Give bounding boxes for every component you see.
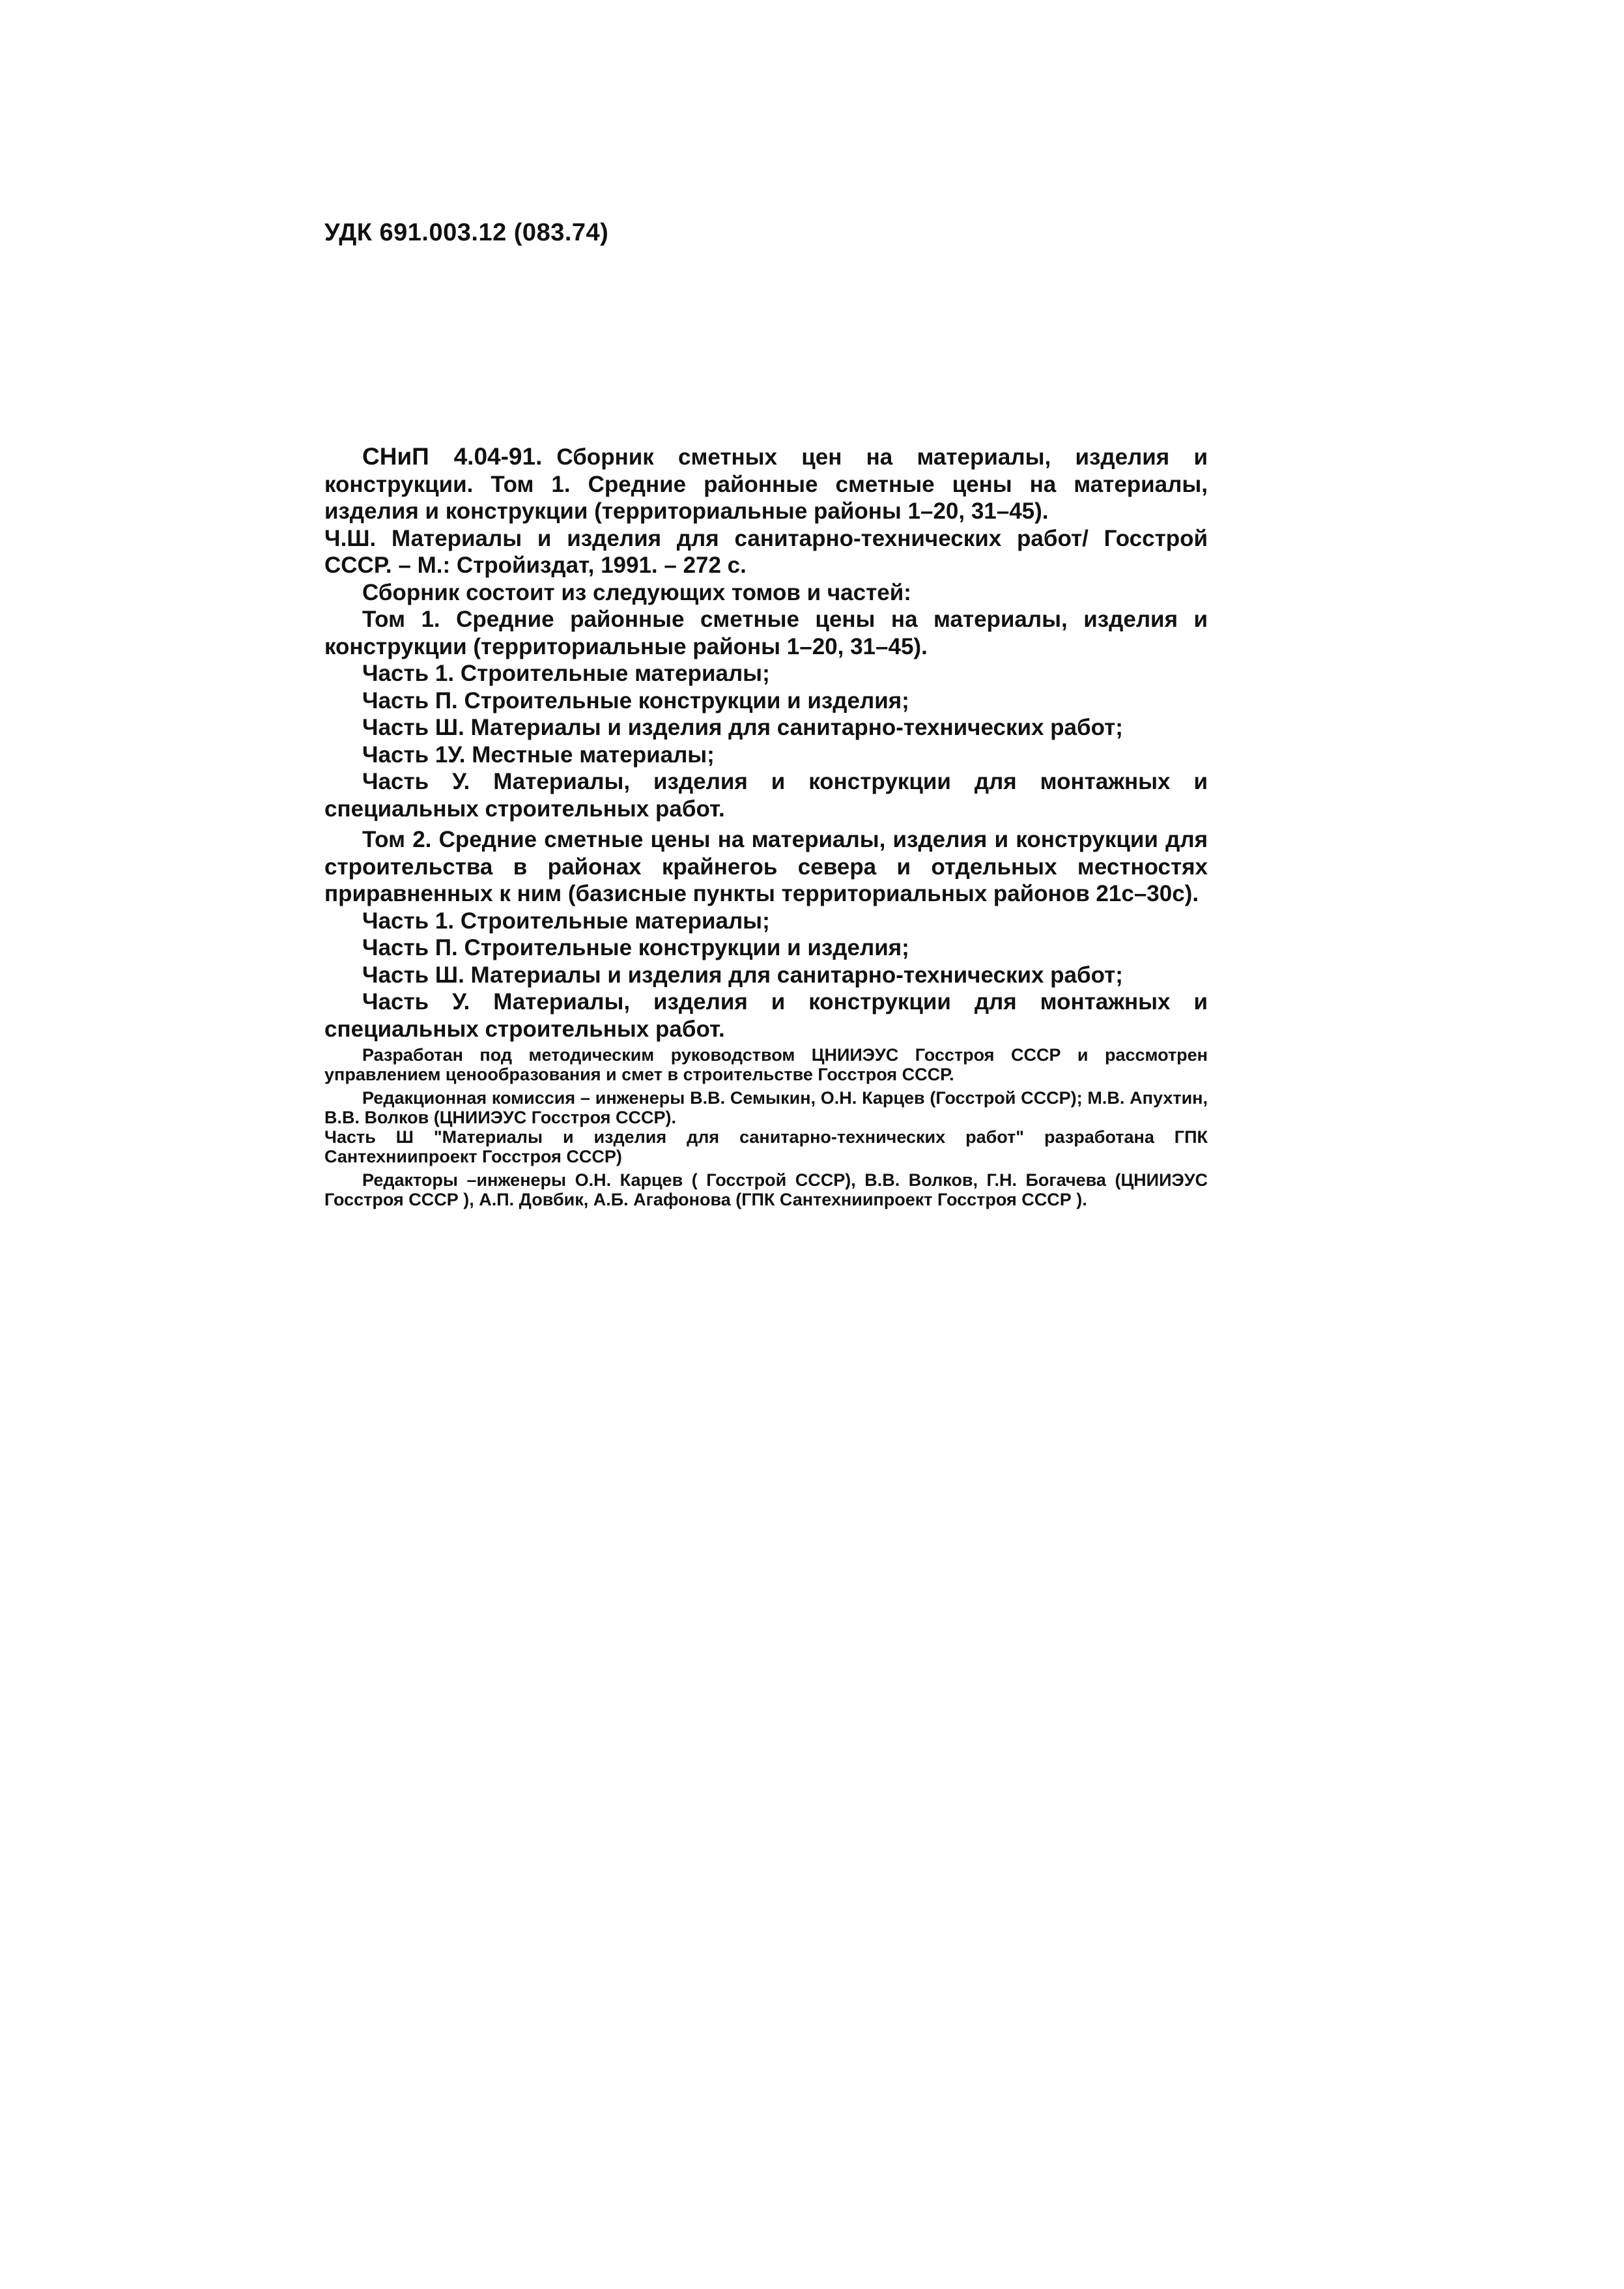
composition-intro: Сборник состоит из следующих томов и частей:: [362, 579, 911, 605]
bibliography-lead: [324, 443, 1208, 525]
credits-committee: Редакционная комиссия – инженеры В.В. Семыкин, О.Н. Карцев (Госстрой СССР); М.В. Апухтин, В.В. Волков (ЦНИИЭУС Госстроя СССР).: [324, 1088, 1208, 1127]
tom1-part-4: Часть 1У. Местные материалы;: [362, 741, 715, 768]
credits-developed: Разработан под методическим руководством ЦНИИЭУС Госстроя СССР и рассмотрен управлением ценообразования и смет в строительстве Госстроя СССР.: [324, 1045, 1208, 1084]
tom2-part-2: Часть П. Строительные конструкции и изделия;: [362, 935, 909, 960]
tom1-part-5: Часть У. Материалы, изделия и конструкции для монтажных и специальных строительных работ.: [324, 769, 1208, 822]
credits-editors: Редакторы –инженеры О.Н. Карцев ( Госстрой СССР), В.В. Волков, Г.Н. Богачева (ЦНИИЭУС Госстроя СССР ), А.П. Довбик, А.Б. Агафонова (ГПК Сантехниипроект Госстроя СССР ).: [324, 1170, 1208, 1209]
tom2-description: Том 2. Средние сметные цены на материалы, изделия и конструкции для строительства в районах крайнегоь севера и отдельных местностях приравненных к ним (базисные пункты территориальных районов 21с–30с).: [324, 827, 1208, 906]
credits: [324, 1045, 1208, 1209]
snip-description: Сборник сметных цен на материалы, изделия и конструкции. Том 1. Средние районные сметные цены на материалы, изделия и конструкции (территориальные районы 1–20, 31–45).: [324, 444, 1208, 524]
credits-part3: Часть Ш "Материалы и изделия для санитарно-технических работ" разработана ГПК Сантехниипроект Госстроя СССР): [324, 1127, 1208, 1166]
document-body: [324, 443, 1208, 1209]
tom2-part-3: Часть Ш. Материалы и изделия для санитарно-технических работ;: [362, 962, 1123, 988]
snip-title: СНиП 4.04-91.: [362, 443, 543, 470]
tom1-part-2: Часть П. Строительные конструкции и изделия;: [362, 687, 909, 713]
part-title: Ч.Ш. Материалы и изделия для санитарно-технических работ/ Госстрой СССР. – М.: Стройиздат, 1991. – 272 с.: [324, 525, 1208, 578]
tom2-part-1: Часть 1. Строительные материалы;: [362, 908, 770, 934]
tom1-part-1: Часть 1. Строительные материалы;: [362, 661, 770, 686]
tom2-part-4: Часть У. Материалы, изделия и конструкции для монтажных и специальных строительных работ.: [324, 989, 1208, 1042]
tom1-description: Том 1. Средние районные сметные цены на материалы, изделия и конструкции (территориальные районы 1–20, 31–45).: [324, 607, 1208, 659]
udk-code: УДК 691.003.12 (083.74): [324, 219, 609, 246]
tom1-part-3: Часть Ш. Материалы и изделия для санитарно-технических работ;: [362, 715, 1123, 740]
